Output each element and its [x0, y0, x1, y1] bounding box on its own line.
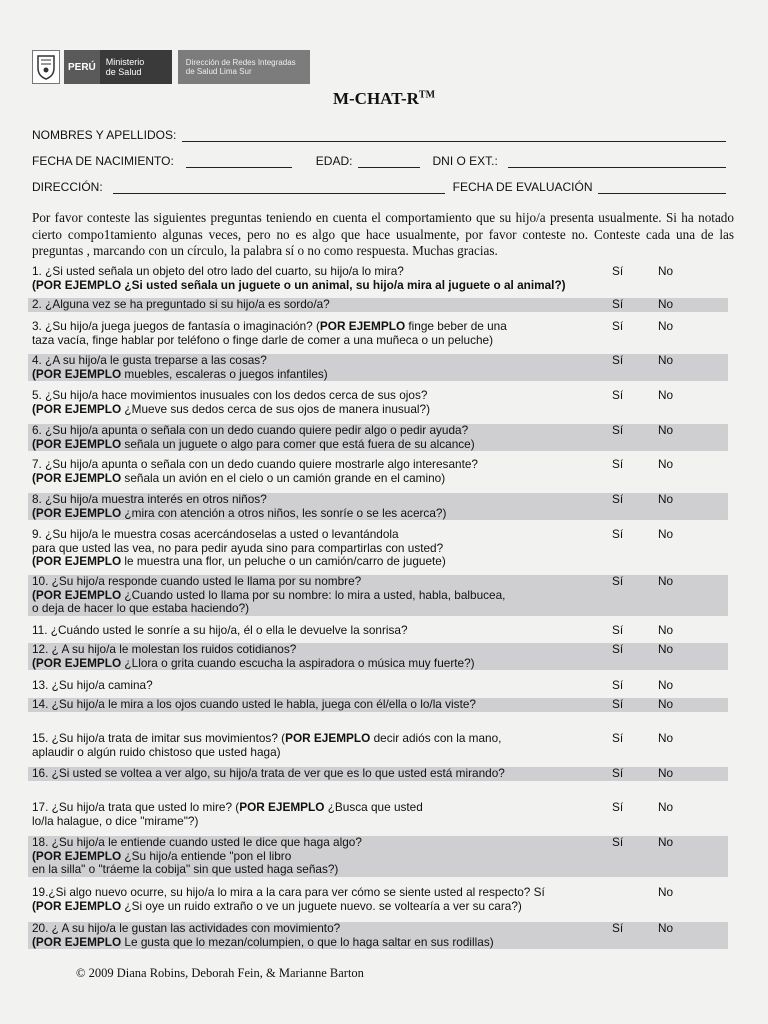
age-label: EDAD:	[315, 154, 353, 168]
question-5	[28, 389, 728, 416]
answer-yes[interactable]: Sí	[612, 697, 624, 711]
answer-yes[interactable]: Sí	[612, 678, 624, 692]
answer-yes[interactable]: Sí	[612, 527, 624, 541]
question-12	[28, 643, 728, 670]
question-10	[28, 575, 728, 616]
question-20-example: Le gusta que lo mezan/columpien, o que lo haga saltar en sus rodillas)	[121, 934, 494, 949]
names-row	[32, 128, 726, 142]
answer-yes[interactable]: Sí	[612, 388, 624, 402]
direction-label	[178, 50, 310, 84]
answer-no[interactable]: No	[658, 297, 674, 311]
question-12-text: 12. ¿ A su hijo/a le molestan los ruidos cotidianos?	[32, 642, 297, 656]
example-label: (POR EJEMPLO	[32, 505, 122, 520]
question-16	[28, 767, 728, 781]
question-4-example: muebles, escaleras o juegos infantiles)	[121, 366, 328, 381]
question-6-text: 6. ¿Su hijo/a apunta o señala con un dedo cuando quiere pedir algo o pedir ayuda?	[32, 423, 469, 437]
example-label: (POR EJEMPLO	[32, 366, 122, 381]
question-8-example: ¿mira con atención a otros niños, les sonríe o se les acerca?)	[121, 505, 447, 520]
question-1-example: ¿Si usted señala un juguete o un animal, su hijo/a mira al juguete o al animal?)	[121, 277, 566, 292]
question-18	[28, 836, 728, 877]
question-14-text: 14. ¿Su hijo/a le mira a los ojos cuando usted le habla, juega con él/ella o lo/la viste?	[32, 697, 476, 711]
question-9-text: 9. ¿Su hijo/a le muestra cosas acercándoselas a usted o levantándola	[32, 527, 399, 541]
question-9-text-cont: para que usted las vea, no para pedir ayuda sino para compartirlas con usted?	[32, 540, 444, 555]
example-label: (POR EJEMPLO	[32, 436, 122, 451]
address-row	[32, 180, 726, 194]
ministry-label	[100, 50, 172, 84]
direction-line-1: Dirección de Redes Integradas	[185, 58, 296, 67]
answer-yes[interactable]: Sí	[612, 264, 624, 278]
question-3-example: taza vacía, finge hablar por teléfono o finge darle de comer a una muñeca o un peluche)	[32, 332, 494, 347]
question-12-example: ¿Llora o grita cuando escucha la aspiradora o música muy fuerte?)	[121, 655, 475, 670]
answer-yes[interactable]: Sí	[612, 297, 624, 311]
answer-no[interactable]: No	[658, 423, 674, 437]
answer-yes[interactable]: Sí	[612, 921, 624, 935]
answer-no[interactable]: No	[658, 800, 674, 814]
question-11-text: 11. ¿Cuándo usted le sonríe a su hijo/a, él o ella le devuelve la sonrisa?	[32, 623, 408, 637]
question-1-text: 1. ¿Si usted señala un objeto del otro lado del cuarto, su hijo/a lo mira?	[32, 264, 404, 278]
question-5-text: 5. ¿Su hijo/a hace movimientos inusuales con los dedos cerca de sus ojos?	[32, 388, 428, 402]
answer-yes[interactable]: Sí	[612, 623, 624, 637]
age-line[interactable]	[358, 155, 420, 168]
question-13-text: 13. ¿Su hijo/a camina?	[32, 678, 153, 692]
question-10-text: 10. ¿Su hijo/a responde cuando usted le llama por su nombre?	[32, 574, 362, 588]
question-10-example-cont: o deja de hacer lo que estaba haciendo?)	[32, 601, 250, 615]
question-19-text: 19.¿Si algo nuevo ocurre, su hijo/a lo mira a la cara para ver cómo se siente usted al respecto? Sí	[32, 885, 545, 899]
answer-yes[interactable]: Sí	[612, 492, 624, 506]
ministry-line-1: Ministerio	[105, 57, 145, 67]
national-seal-icon	[32, 50, 60, 84]
example-label: POR EJEMPLO	[319, 319, 406, 333]
title-trademark: TM	[418, 89, 436, 101]
question-3-text-cont: finge beber de una	[405, 319, 507, 333]
eval-date-line[interactable]	[598, 181, 726, 194]
question-6-example: señala un juguete o algo para comer que está fuera de su alcance)	[121, 436, 475, 451]
question-9-example: le muestra una flor, un peluche o un camión/carro de juguete)	[121, 554, 446, 568]
answer-yes[interactable]: Sí	[612, 319, 624, 333]
answer-no[interactable]: No	[658, 678, 674, 692]
question-7-example: señala un avión en el cielo o un camión grande en el camino)	[121, 470, 446, 485]
answer-yes[interactable]: Sí	[612, 800, 624, 814]
question-2-text: 2. ¿Alguna vez se ha preguntado si su hijo/a es sordo/a?	[32, 297, 330, 311]
question-20-text: 20. ¿ A su hijo/a le gustan las actividades con movimiento?	[32, 921, 341, 935]
answer-yes[interactable]: Sí	[612, 731, 624, 745]
peru-label: PERÚ	[64, 50, 100, 84]
question-20	[28, 922, 728, 949]
question-15-text: 15. ¿Su hijo/a trata de imitar sus movimientos? (	[32, 731, 286, 745]
copyright-footer: © 2009 Diana Robins, Deborah Fein, & Marianne Barton	[76, 966, 364, 980]
answer-yes[interactable]: Sí	[612, 766, 624, 780]
answer-no[interactable]: No	[658, 921, 674, 935]
question-17-example: lo/la halague, o dice "mirame"?)	[32, 813, 199, 828]
ministry-header	[32, 50, 310, 84]
answer-no[interactable]: No	[658, 766, 674, 780]
address-line[interactable]	[113, 181, 445, 194]
question-13	[28, 679, 728, 693]
answer-no[interactable]: No	[658, 642, 674, 656]
example-label: (POR EJEMPLO	[32, 655, 122, 670]
birth-row	[32, 154, 726, 168]
question-4-text: 4. ¿A su hijo/a le gusta treparse a las cosas?	[32, 353, 267, 367]
question-8	[28, 493, 728, 520]
question-17	[28, 801, 728, 828]
example-label: (POR EJEMPLO	[32, 401, 122, 416]
dni-label: DNI O EXT.:	[432, 154, 498, 168]
question-17-text-cont: ¿Busca que usted	[324, 800, 423, 814]
answer-no[interactable]: No	[658, 835, 674, 849]
names-label: NOMBRES Y APELLIDOS:	[32, 128, 177, 142]
example-label: (POR EJEMPLO	[32, 587, 122, 602]
birth-line[interactable]	[186, 155, 292, 168]
question-5-example: ¿Mueve sus dedos cerca de sus ojos de manera inusual?)	[121, 401, 431, 416]
dni-line[interactable]	[508, 155, 726, 168]
question-11	[28, 624, 728, 638]
instructions: Por favor conteste las siguientes preguntas teniendo en cuenta el comportamiento que su hijo/a presenta usualmente. Si ha notado cierto compo1tamiento algunas veces, pero no es algo que hace usualmente, por favor conteste no. Conteste cada una de las preguntas , marcando con un círculo, la palabra sí o no como respuesta. Muchas gracias.	[32, 210, 734, 258]
question-17-text: 17. ¿Su hijo/a trata que usted lo mire? (	[32, 800, 240, 814]
answer-no[interactable]: No	[658, 319, 674, 333]
answer-yes[interactable]: Sí	[612, 835, 624, 849]
example-label: (POR EJEMPLO	[32, 470, 122, 485]
question-14	[28, 698, 728, 712]
answer-yes[interactable]: Sí	[612, 353, 624, 367]
answer-no[interactable]: No	[658, 574, 674, 588]
example-label: POR EJEMPLO	[285, 731, 371, 745]
answer-no[interactable]: No	[658, 527, 674, 541]
question-7-text: 7. ¿Su hijo/a apunta o señala con un dedo cuando quiere mostrarle algo interesante?	[32, 457, 478, 471]
question-18-example: ¿Su hijo/a entiende "pon el libro	[121, 848, 292, 863]
answer-no[interactable]: No	[658, 885, 674, 899]
address-label: DIRECCIÓN:	[32, 180, 103, 194]
ministry-line-2: de Salud	[105, 67, 142, 77]
answer-no[interactable]: No	[658, 623, 674, 637]
answer-no[interactable]: No	[658, 731, 674, 745]
eval-date-label: FECHA DE EVALUACIÓN	[452, 180, 593, 194]
title-text: M-CHAT-R	[332, 89, 419, 108]
question-2	[28, 298, 728, 312]
answer-no[interactable]: No	[658, 697, 674, 711]
question-8-text: 8. ¿Su hijo/a muestra interés en otros niños?	[32, 492, 267, 506]
question-18-text: 18. ¿Su hijo/a le entiende cuando usted le dice que haga algo?	[32, 835, 362, 849]
answer-no[interactable]: No	[658, 388, 674, 402]
example-label: (POR EJEMPLO	[32, 277, 122, 292]
example-label: POR EJEMPLO	[239, 800, 325, 814]
question-10-example: ¿Cuando usted lo llama por su nombre: lo mira a usted, habla, balbucea,	[121, 587, 506, 602]
document-title	[0, 89, 768, 109]
question-1	[28, 265, 728, 292]
names-line[interactable]	[182, 129, 726, 142]
question-15-text-cont: decir adiós con la mano,	[370, 731, 502, 745]
question-19-example: ¿Si oye un ruido extraño o ve un juguete nuevo. se voltearía a ver su cara?)	[121, 898, 522, 913]
answer-no[interactable]: No	[658, 264, 674, 278]
answer-yes[interactable]: Sí	[612, 642, 624, 656]
question-4	[28, 354, 728, 381]
example-label: (POR EJEMPLO	[32, 934, 122, 949]
answer-yes[interactable]: Sí	[612, 574, 624, 588]
example-label: (POR EJEMPLO	[32, 848, 122, 863]
answer-no[interactable]: No	[658, 492, 674, 506]
answer-yes[interactable]: Sí	[612, 423, 624, 437]
answer-no[interactable]: No	[658, 353, 674, 367]
question-6	[28, 424, 728, 451]
question-16-text: 16. ¿Si usted se voltea a ver algo, su hijo/a trata de ver que es lo que usted está mirando?	[32, 766, 505, 780]
example-label: (POR EJEMPLO	[32, 554, 122, 568]
birth-label: FECHA DE NACIMIENTO:	[32, 154, 174, 168]
question-18-example-cont: en la silla" o "tráeme la cobija" sin que usted haga señas?)	[32, 862, 339, 876]
example-label: (POR EJEMPLO	[32, 898, 122, 913]
question-7	[28, 458, 728, 485]
direction-line-2: de Salud Lima Sur	[185, 67, 252, 76]
question-15-example: aplaudir o algún ruido chistoso que usted haga)	[32, 744, 281, 759]
question-3-text: 3. ¿Su hijo/a juega juegos de fantasía o imaginación? (	[32, 319, 320, 333]
question-3	[28, 320, 728, 347]
answer-no[interactable]: No	[658, 457, 674, 471]
question-9	[28, 528, 728, 569]
question-19	[28, 886, 728, 913]
answer-yes[interactable]: Sí	[612, 457, 624, 471]
question-15	[28, 732, 728, 759]
